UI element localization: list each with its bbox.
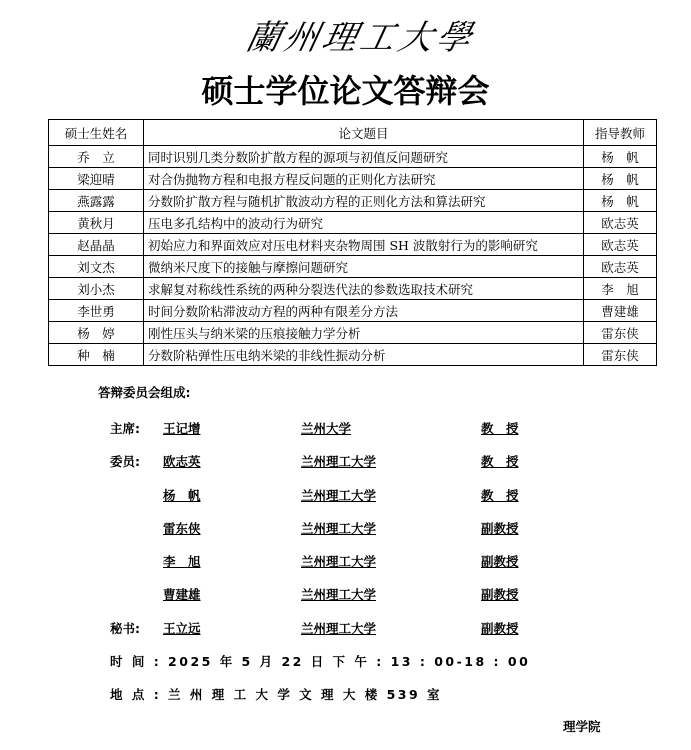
member-name: 杨 帆 <box>163 488 201 503</box>
chair-name: 王记增 <box>163 421 201 436</box>
committee-heading: 答辩委员会组成: <box>98 385 191 400</box>
committee-member-row <box>0 519 691 537</box>
table-row <box>49 344 657 366</box>
chair-org: 兰州大学 <box>301 421 352 436</box>
table-row <box>49 322 657 344</box>
secretary-role-label: 秘书: <box>110 621 140 636</box>
committee-member-row <box>0 552 691 570</box>
member-org: 兰州理工大学 <box>301 521 377 536</box>
student-name: 刘文杰 <box>49 256 144 278</box>
header-thesis-title: 论文题目 <box>144 120 584 146</box>
advisor-name: 杨 帆 <box>584 168 657 190</box>
committee-member-row <box>0 585 691 603</box>
member-org: 兰州理工大学 <box>301 454 377 469</box>
chair-role-label: 主席: <box>110 421 140 436</box>
student-name: 杨 婷 <box>49 322 144 344</box>
advisor-name: 雷东侠 <box>584 344 657 366</box>
thesis-table <box>48 119 657 366</box>
defense-location: 地 点 : 兰 州 理 工 大 学 文 理 大 楼 539 室 <box>110 687 443 702</box>
member-org: 兰州理工大学 <box>301 587 377 602</box>
committee-secretary-row <box>0 619 691 637</box>
secretary-name: 王立远 <box>163 621 201 636</box>
member-position: 副教授 <box>481 587 519 602</box>
advisor-name: 曹建雄 <box>584 300 657 322</box>
committee-member-row <box>0 452 691 470</box>
student-name: 梁迎晴 <box>49 168 144 190</box>
secretary-position: 副教授 <box>481 621 519 636</box>
thesis-title: 压电多孔结构中的波动行为研究 <box>144 212 584 234</box>
member-position: 教 授 <box>481 488 519 503</box>
student-name: 李世勇 <box>49 300 144 322</box>
table-row <box>49 168 657 190</box>
thesis-title: 求解复对称线性系统的两种分裂迭代法的参数选取技术研究 <box>144 278 584 300</box>
table-row <box>49 146 657 168</box>
thesis-title: 初始应力和界面效应对压电材料夹杂物周围 SH 波散射行为的影响研究 <box>144 234 584 256</box>
thesis-title: 微纳米尺度下的接触与摩擦问题研究 <box>144 256 584 278</box>
table-row <box>49 234 657 256</box>
committee-member-row <box>0 486 691 504</box>
member-org: 兰州理工大学 <box>301 488 377 503</box>
defense-time: 时 间 : 2025 年 5 月 22 日 下 午 : 13 : 00-18 : 00 <box>110 654 531 669</box>
table-row <box>49 212 657 234</box>
thesis-title: 时间分数阶粘滞波动方程的两种有限差分方法 <box>144 300 584 322</box>
header-advisor: 指导教师 <box>584 120 657 146</box>
table-header-row <box>49 120 657 146</box>
committee-chair-row <box>0 419 691 437</box>
school-name: 理学院 <box>563 719 601 734</box>
advisor-name: 欧志英 <box>584 256 657 278</box>
member-position: 副教授 <box>481 554 519 569</box>
page-title: 硕士学位论文答辩会 <box>201 72 490 110</box>
members-role-label: 委员: <box>110 454 140 469</box>
thesis-title: 分数阶粘弹性压电纳米梁的非线性振动分析 <box>144 344 584 366</box>
member-name: 李 旭 <box>163 554 201 569</box>
advisor-name: 杨 帆 <box>584 146 657 168</box>
table-row <box>49 190 657 212</box>
advisor-name: 雷东侠 <box>584 322 657 344</box>
student-name: 种 楠 <box>49 344 144 366</box>
member-name: 曹建雄 <box>163 587 201 602</box>
advisor-name: 杨 帆 <box>584 190 657 212</box>
secretary-org: 兰州理工大学 <box>301 621 377 636</box>
member-name: 雷东侠 <box>163 521 201 536</box>
member-position: 副教授 <box>481 521 519 536</box>
student-name: 刘小杰 <box>49 278 144 300</box>
advisor-name: 李 旭 <box>584 278 657 300</box>
thesis-title: 对合伪抛物方程和电报方程反问题的正则化方法研究 <box>144 168 584 190</box>
thesis-title: 同时识别几类分数阶扩散方程的源项与初值反问题研究 <box>144 146 584 168</box>
member-position: 教 授 <box>481 454 519 469</box>
advisor-name: 欧志英 <box>584 212 657 234</box>
student-name: 黄秋月 <box>49 212 144 234</box>
member-name: 欧志英 <box>163 454 201 469</box>
student-name: 乔 立 <box>49 146 144 168</box>
advisor-name: 欧志英 <box>584 234 657 256</box>
student-name: 燕露露 <box>49 190 144 212</box>
table-row <box>49 300 657 322</box>
chair-position: 教 授 <box>481 421 519 436</box>
thesis-title: 刚性压头与纳米梁的压痕接触力学分析 <box>144 322 584 344</box>
university-logo: 蘭州理工大學 <box>242 18 479 58</box>
student-name: 赵晶晶 <box>49 234 144 256</box>
header-student-name: 硕士生姓名 <box>49 120 144 146</box>
member-org: 兰州理工大学 <box>301 554 377 569</box>
table-row <box>49 256 657 278</box>
thesis-title: 分数阶扩散方程与随机扩散波动方程的正则化方法和算法研究 <box>144 190 584 212</box>
table-row <box>49 278 657 300</box>
